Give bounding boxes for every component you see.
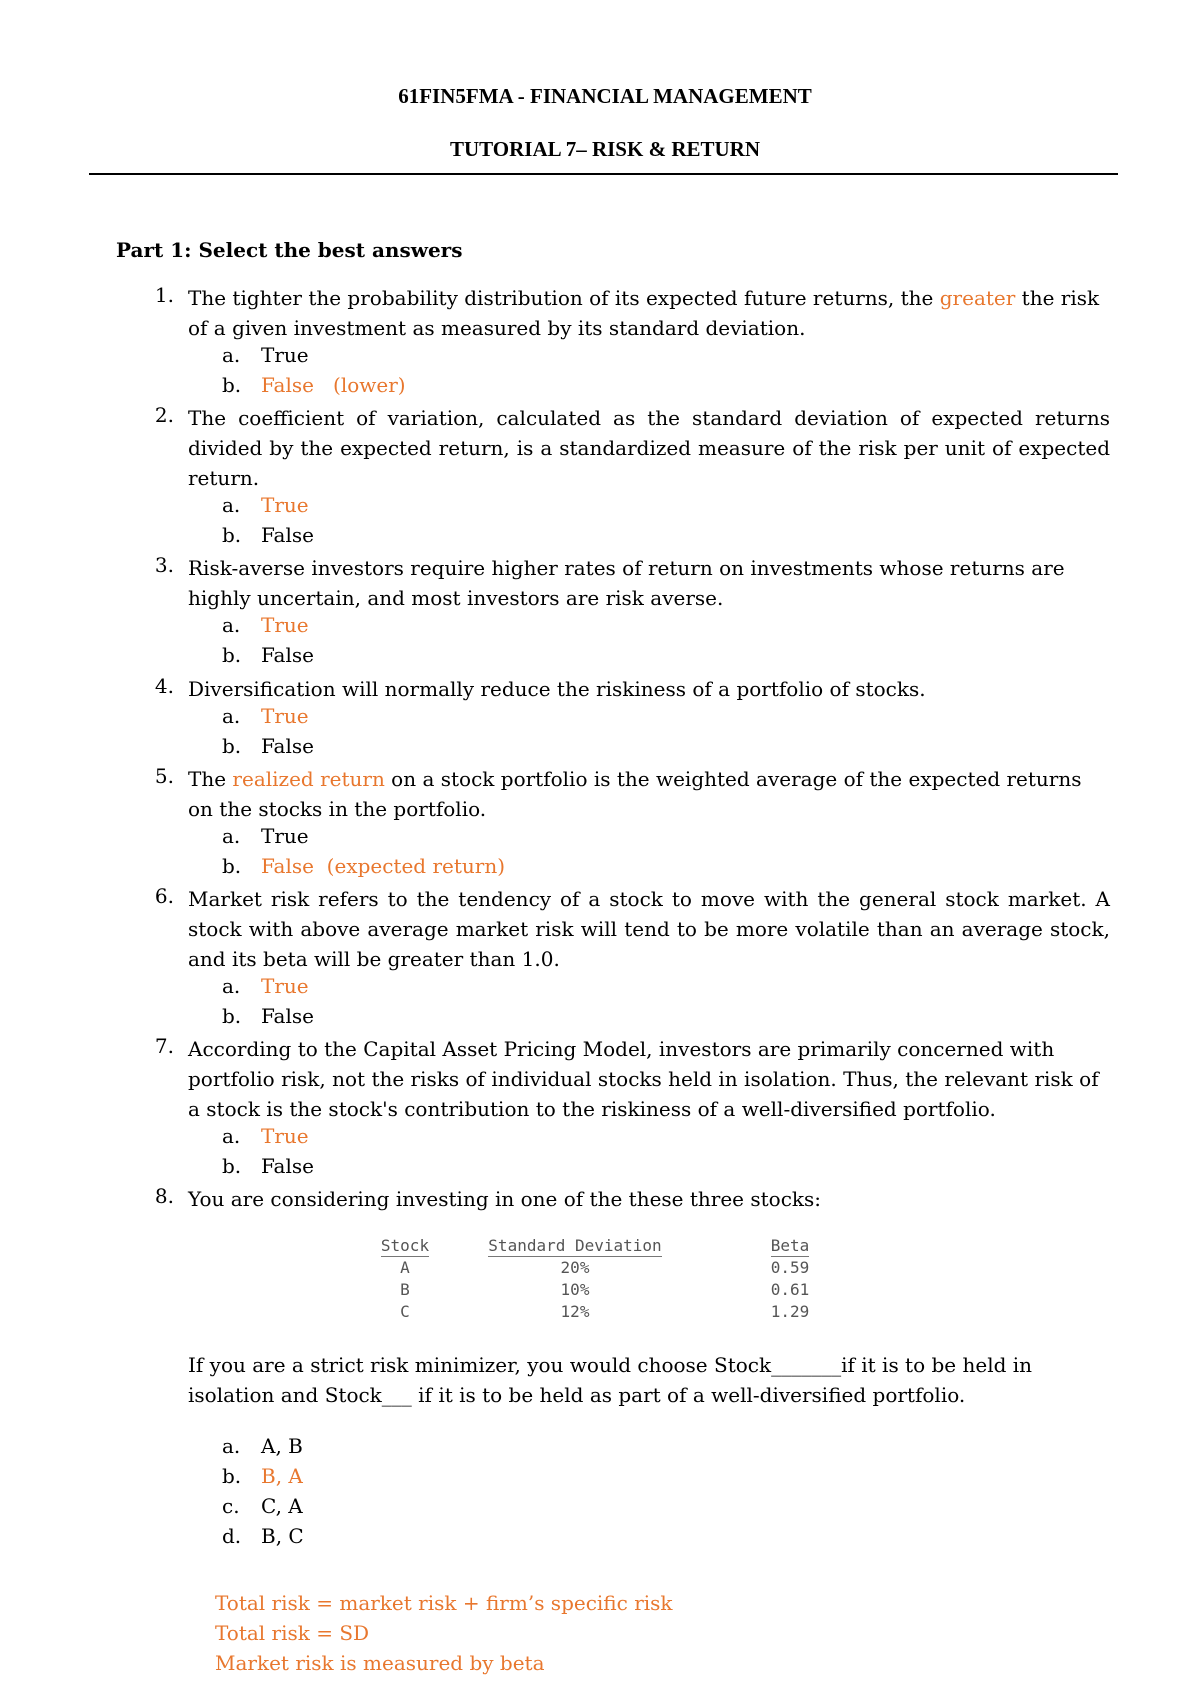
option-letter: b.	[222, 734, 242, 758]
column-header-label: Standard Deviation	[488, 1236, 662, 1255]
question-number: 4.	[154, 674, 174, 698]
question-text: According to the Capital Asset Pricing Model, investors are primarily concerned with portfolio risk, not the risks of individual stocks held in isolation. Thus, the relevant risk of a stock is the stock's contribution to the riskiness of a well-diversified portfolio.	[188, 1037, 1099, 1121]
question-text: The coefficient of variation, calculated as the standard deviation of expected returns divided by the expected return, is a standardized measure of the risk per unit of expected return.	[188, 406, 1110, 490]
column-header	[710, 1236, 870, 1257]
answer-note: Total risk = market risk + firm’s specific risk	[215, 1591, 673, 1615]
option-text: False	[261, 643, 314, 667]
question-number: 1.	[154, 283, 174, 307]
table-cell: C	[400, 1302, 410, 1321]
question-text	[188, 283, 1110, 343]
tutorial-title: TUTORIAL 7– RISK & RETURN	[449, 137, 760, 161]
option-text: C, A	[261, 1494, 303, 1518]
answer-highlight: realized return	[232, 767, 385, 791]
option-text: False	[261, 1004, 314, 1028]
table-cell: 20%	[560, 1258, 590, 1277]
stock-table	[370, 1236, 870, 1323]
option-text-answer: False (lower)	[261, 373, 406, 397]
question-text-part: the risk of a given investment as measured by its standard deviation.	[188, 286, 1100, 340]
question-text-part: The tighter the probability distribution of its expected future returns, the	[188, 286, 940, 310]
option-text: False	[261, 523, 314, 547]
question-text: Risk-averse investors require higher rates of return on investments whose returns are highly uncertain, and most investors are risk averse.	[188, 556, 1065, 610]
option-letter: b.	[222, 1154, 242, 1178]
question-number: 8.	[154, 1184, 174, 1208]
question-number: 3.	[154, 553, 174, 577]
option-text-answer: False (expected return)	[261, 854, 506, 878]
option-text: True	[261, 343, 309, 367]
option-text-answer: True	[261, 493, 309, 517]
question-number: 5.	[154, 764, 174, 788]
table-cell: 1.29	[770, 1302, 810, 1321]
table-header-row	[370, 1236, 870, 1257]
option-letter: b.	[222, 1464, 242, 1488]
option-letter: b.	[222, 373, 242, 397]
option-letter: a.	[222, 493, 241, 517]
option-text: False	[261, 734, 314, 758]
column-header	[370, 1236, 440, 1257]
question-text: Diversification will normally reduce the riskiness of a portfolio of stocks.	[188, 677, 926, 701]
column-header	[440, 1236, 710, 1257]
column-header-label: Beta	[770, 1236, 810, 1255]
option-letter: a.	[222, 613, 241, 637]
option-letter: b.	[222, 643, 242, 667]
option-letter: b.	[222, 854, 242, 878]
option-text-answer: True	[261, 613, 309, 637]
question-text-part: The	[188, 767, 233, 791]
answer-note: Market risk is measured by beta	[215, 1651, 545, 1675]
course-title: 61FIN5FMA - FINANCIAL MANAGEMENT	[398, 84, 812, 108]
question-text: Market risk refers to the tendency of a stock to move with the general stock market. A stock with above average market risk will tend to be more volatile than an average stock, and its beta will be greater than 1.0.	[188, 887, 1110, 971]
table-cell: B	[400, 1280, 410, 1299]
question-number: 7.	[154, 1034, 174, 1058]
table-cell: A	[400, 1258, 410, 1277]
option-text: A, B	[261, 1434, 303, 1458]
header-divider	[89, 173, 1118, 175]
table-cell: 0.59	[770, 1258, 810, 1277]
table-cell: 10%	[560, 1280, 590, 1299]
table-row	[370, 1257, 870, 1279]
option-text: B, C	[261, 1524, 304, 1548]
question-number: 2.	[154, 403, 174, 427]
part-heading: Part 1: Select the best answers	[116, 238, 463, 262]
table-cell: 0.61	[770, 1280, 810, 1299]
column-header-label: Stock	[380, 1236, 430, 1255]
option-letter: a.	[222, 824, 241, 848]
answer-note: Total risk = SD	[215, 1621, 370, 1645]
question-text: You are considering investing in one of the these three stocks:	[188, 1187, 822, 1211]
option-text: False	[261, 1154, 314, 1178]
question-text-part: on a stock portfolio is the weighted average of the expected returns on the stocks in the portfolio.	[188, 767, 1082, 821]
question-number: 6.	[154, 884, 174, 908]
option-letter: b.	[222, 523, 242, 547]
answer-highlight: greater	[939, 286, 1016, 310]
table-row	[370, 1301, 870, 1323]
option-letter: a.	[222, 343, 241, 367]
question-text	[188, 764, 1110, 824]
option-letter: a.	[222, 1124, 241, 1148]
table-row	[370, 1279, 870, 1301]
option-text-answer: B, A	[261, 1464, 303, 1488]
table-cell: 12%	[560, 1302, 590, 1321]
option-letter: d.	[222, 1524, 242, 1548]
option-letter: c.	[222, 1494, 240, 1518]
option-letter: a.	[222, 974, 241, 998]
question-prompt: If you are a strict risk minimizer, you would choose Stock_______if it is to be held in isolation and Stock___ if it is to be held as part of a well-diversified portfolio.	[188, 1353, 1033, 1407]
option-text-answer: True	[261, 704, 309, 728]
option-letter: a.	[222, 704, 241, 728]
option-letter: a.	[222, 1434, 241, 1458]
option-text: True	[261, 824, 309, 848]
option-letter: b.	[222, 1004, 242, 1028]
option-text-answer: True	[261, 974, 309, 998]
option-text-answer: True	[261, 1124, 309, 1148]
